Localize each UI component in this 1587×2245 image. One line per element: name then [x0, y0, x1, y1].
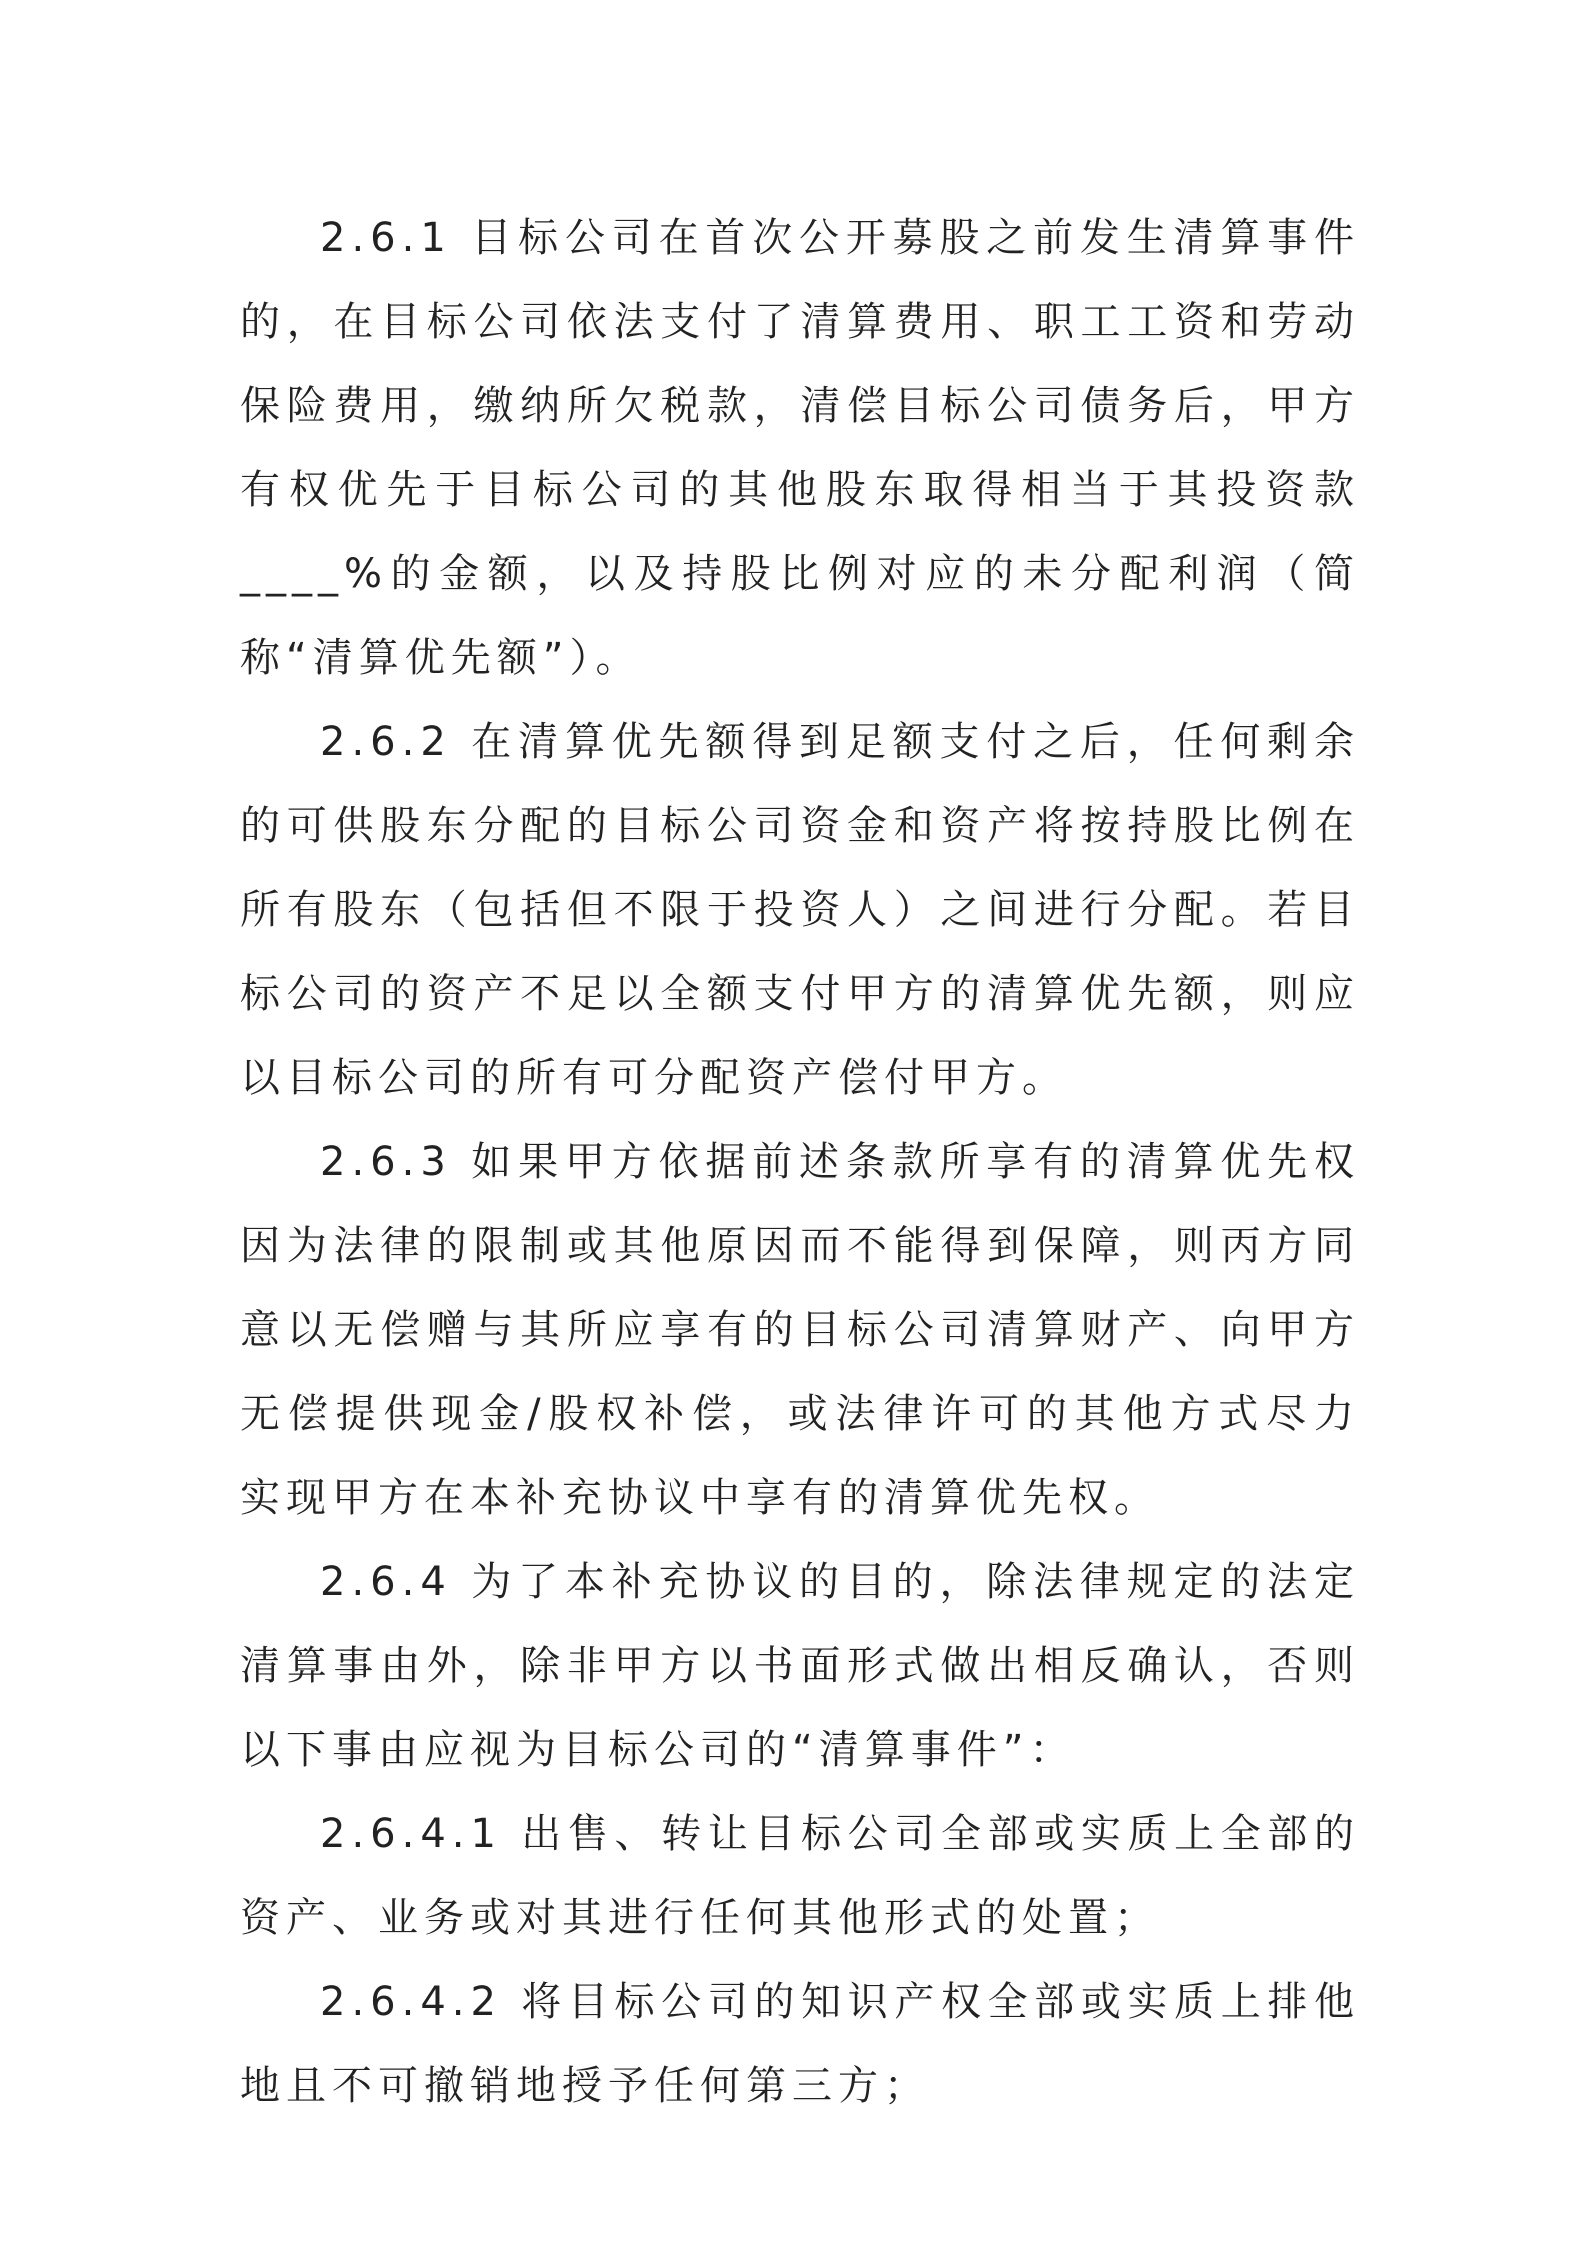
clause-2-6-2: 2.6.2 在清算优先额得到足额支付之后，任何剩余的可供股东分配的目标公司资金和资产将按持股比例在所有股东（包括但不限于投资人）之间进行分配。若目标公司的资产不足以全额支付甲方的清算优先额，则应以目标公司的所有可分配资产偿付甲方。: [240, 719, 1360, 1101]
clause-2-6-4-1: 2.6.4.1 出售、转让目标公司全部或实质上全部的资产、业务或对其进行任何其他形式的处置；: [240, 1811, 1360, 1941]
document-body: [240, 196, 1360, 2128]
clause-2-6-3: 2.6.3 如果甲方依据前述条款所享有的清算优先权因为法律的限制或其他原因而不能得到保障，则丙方同意以无偿赠与其所应享有的目标公司清算财产、向甲方无偿提供现金/股权补偿，或法律许可的其他方式尽力实现甲方在本补充协议中享有的清算优先权。: [240, 1139, 1360, 1521]
clause-2-6-4: 2.6.4 为了本补充协议的目的，除法律规定的法定清算事由外，除非甲方以书面形式做出相反确认，否则以下事由应视为目标公司的“清算事件”：: [240, 1559, 1360, 1773]
clause-2-6-4-2: 2.6.4.2 将目标公司的知识产权全部或实质上排他地且不可撤销地授予任何第三方；: [240, 1979, 1360, 2109]
clause-2-6-1: 2.6.1 目标公司在首次公开募股之前发生清算事件的，在目标公司依法支付了清算费用、职工工资和劳动保险费用，缴纳所欠税款，清偿目标公司债务后，甲方有权优先于目标公司的其他股东取得相当于其投资款____%的金额，以及持股比例对应的未分配利润（简称“清算优先额”）。: [240, 215, 1360, 681]
